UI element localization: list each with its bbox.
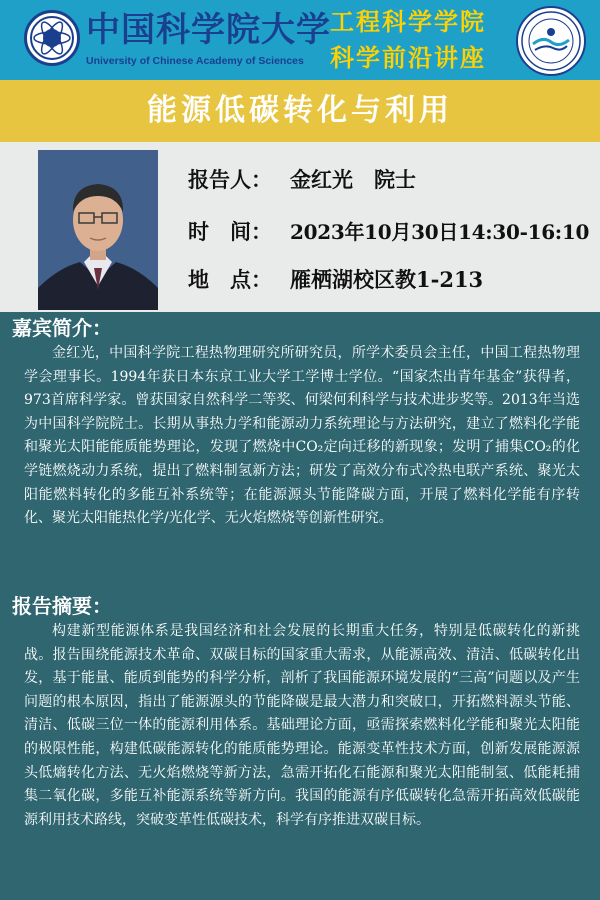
abstract-heading: 报告摘要：: [12, 594, 112, 618]
bio-heading: 嘉宾简介：: [12, 316, 112, 340]
header-band: [0, 0, 600, 80]
title-band: [0, 80, 600, 142]
school-emblem-icon: [516, 6, 586, 76]
lecture-title: 能源低碳转化与利用: [147, 93, 453, 128]
university-name-en: University of Chinese Academy of Sciences: [86, 55, 304, 67]
university-name-cn: 中国科学院大学: [86, 10, 331, 50]
place-row: [188, 264, 598, 296]
time-value: 2023年10月30日14:30-16:10: [290, 220, 590, 244]
bio-text: 金红光，中国科学院工程热物理研究所研究员，所学术委员会主任，中国工程热物理学会理事长。1994年获日本东京工业大学工学博士学位。“国家杰出青年基金”获得者，973首席科学家。曾获国家自然科学二等奖、何梁何利科学与技术进步奖等。2013年当选为中国科学院院士。长期从事热力学和能源动力系统理论与方法研究，建立了燃料化学能和聚光太阳能能质能势理论，发现了燃烧中CO₂定向迁移的新现象；发明了捕集CO₂的化学链燃烧动力系统，提出了燃料制氢新方法；研发了高效分布式冷热电联产系统、聚光太阳能燃料转化的多能互补系统等；在能源源头节能降碳方面，开展了燃料化学能有序转化、聚光太阳能热化学/光化学、无火焰燃烧等创新性研究。: [24, 345, 580, 527]
time-row: [188, 216, 598, 248]
lecture-info-panel: [0, 142, 600, 312]
abstract-text: 构建新型能源体系是我国经济和社会发展的长期重大任务，特别是低碳转化的新挑战。报告围绕能源技术革命、双碳目标的国家重大需求，从能源高效、清洁、低碳转化出发，基于能量、能质到能势的科学分析，剖析了我国能源环境发展的“三高”问题以及产生问题的根本原因，指出了能源源头的节能降碳是最大潜力和突破口，开拓燃料源头节能、清洁、低碳三位一体的能源利用体系。基础理论方面，亟需探索燃料化学能和聚光太阳能的极限性能，构建低碳能源转化的能质能势理论。能源变革性技术方面，创新发展能源源头低熵转化方法、无火焰燃烧等新方法，急需开拓化石能源和聚光太阳能制氢、低能耗捕集二氧化碳，多能互补能源系统等新方向。我国的能源有序低碳转化急需开拓高效低碳能源利用技术路线，突破变革性低碳技术，科学有序推进双碳目标。: [24, 623, 580, 828]
lecture-series-name: 科学前沿讲座: [330, 44, 486, 72]
time-label: 时 间：: [188, 219, 272, 244]
speaker-label: 报告人：: [188, 167, 272, 192]
school-name: 工程科学学院: [330, 8, 486, 36]
speaker-value: 金红光 院士: [290, 167, 416, 192]
speaker-row: [188, 164, 598, 196]
place-label: 地 点：: [188, 267, 272, 292]
speaker-photo: [38, 150, 158, 310]
ucas-emblem-icon: [24, 10, 80, 66]
place-value: 雁栖湖校区教1-213: [290, 267, 484, 292]
